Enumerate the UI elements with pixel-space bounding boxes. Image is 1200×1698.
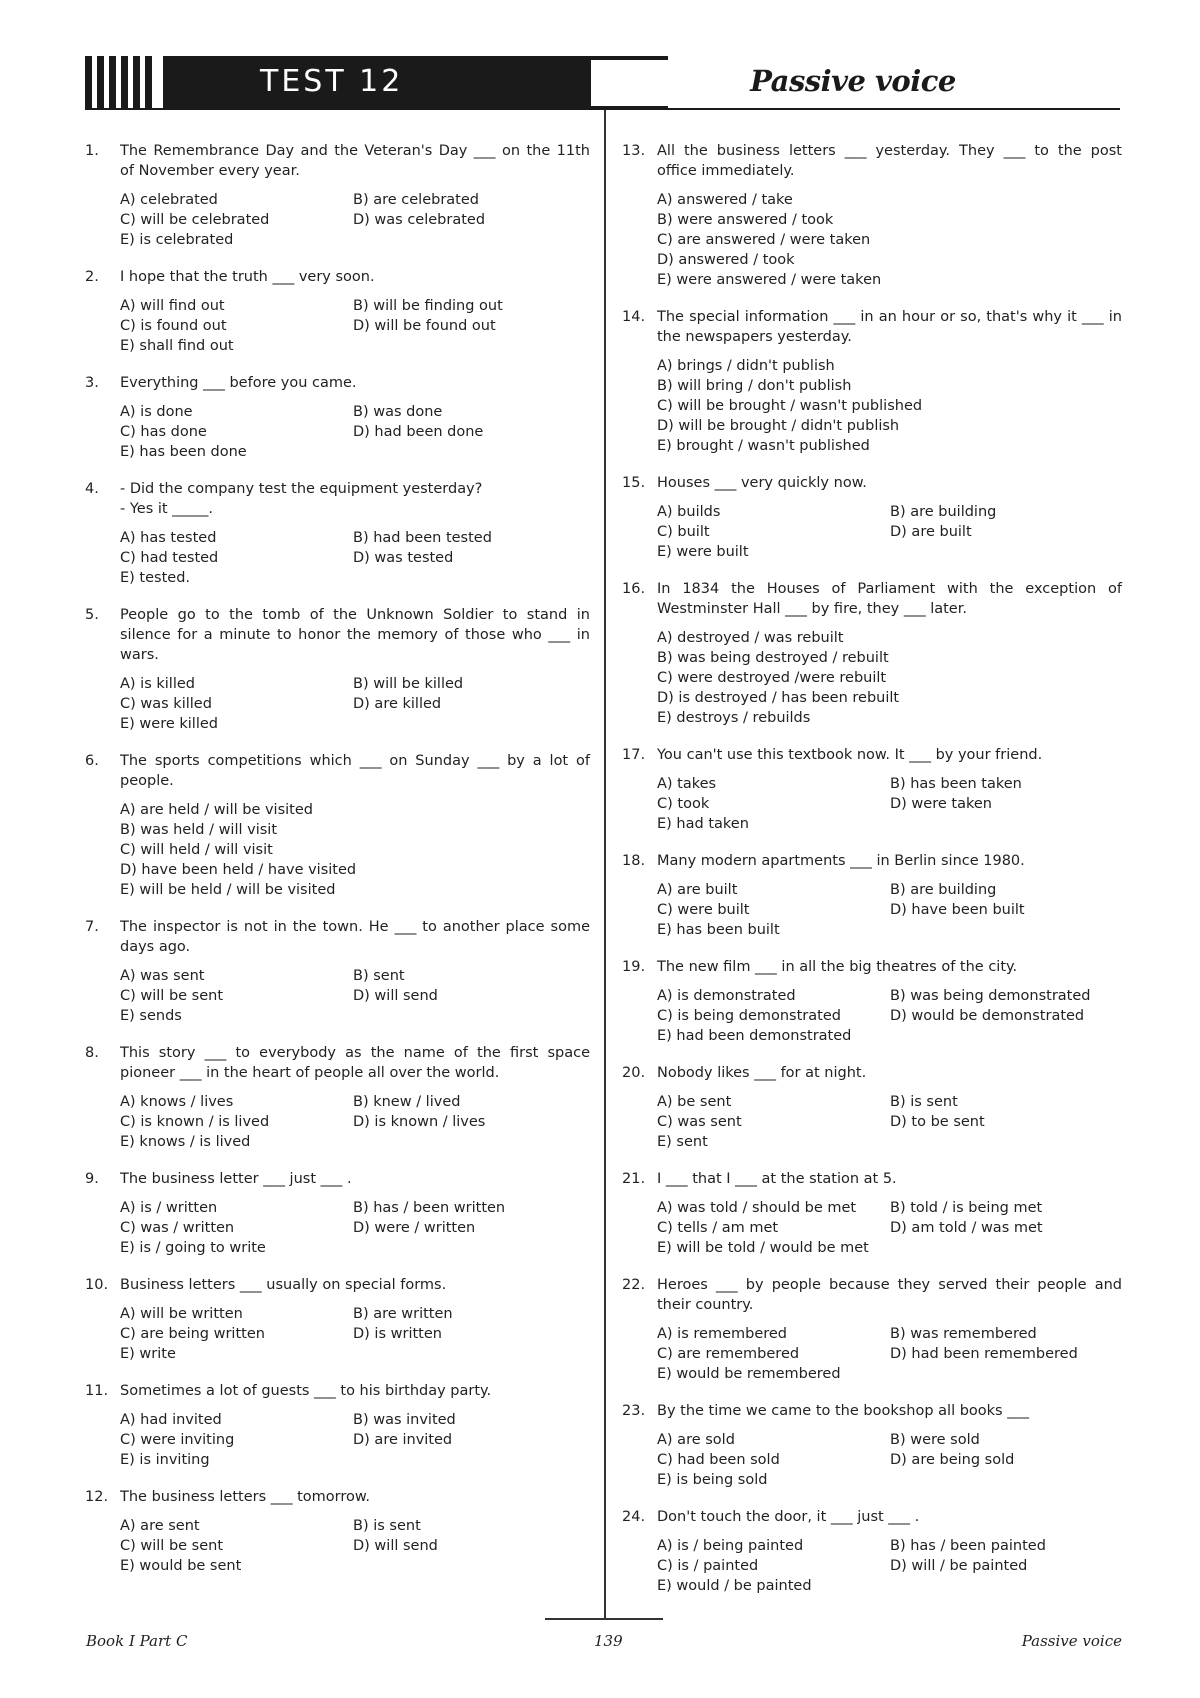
answer-option: C) will be celebrated bbox=[120, 212, 270, 228]
question bbox=[622, 1169, 1122, 1258]
question-text: I hope that the truth ___ very soon. bbox=[120, 269, 375, 285]
answer-option: E) is inviting bbox=[120, 1452, 210, 1468]
answer-options bbox=[120, 1410, 590, 1470]
answer-option: A) are built bbox=[657, 882, 738, 898]
answer-option: D) had been done bbox=[353, 424, 484, 440]
question bbox=[622, 473, 1122, 562]
answer-option: B) will bring / don't publish bbox=[657, 378, 852, 394]
answer-option: B) had been tested bbox=[353, 530, 492, 546]
question-text: People go to the tomb of the Unknown Soldier to stand in silence for a minute to honor the memory of those who ___ in wars. bbox=[120, 607, 590, 663]
answer-option: E) destroys / rebuilds bbox=[657, 710, 811, 726]
question-text: Sometimes a lot of guests ___ to his birthday party. bbox=[120, 1383, 492, 1399]
answer-option: A) celebrated bbox=[120, 192, 218, 208]
answer-options bbox=[120, 190, 590, 250]
answer-option: C) was killed bbox=[120, 696, 212, 712]
answer-option: D) answered / took bbox=[657, 252, 795, 268]
answer-option: B) was done bbox=[353, 404, 443, 420]
footer-page-number: 139 bbox=[594, 1632, 623, 1650]
answer-option: A) brings / didn't publish bbox=[657, 358, 835, 374]
topic-title: Passive voice bbox=[750, 64, 956, 98]
answer-options bbox=[120, 402, 590, 462]
answer-options bbox=[657, 1198, 1122, 1258]
answer-options bbox=[120, 1198, 590, 1258]
answer-option: D) will send bbox=[353, 1538, 438, 1554]
answer-option: E) would be remembered bbox=[657, 1366, 841, 1382]
question bbox=[85, 479, 590, 588]
answer-option: D) are killed bbox=[353, 696, 442, 712]
answer-option: E) tested. bbox=[120, 570, 191, 586]
answer-option: B) are building bbox=[890, 882, 997, 898]
answer-option: A) builds bbox=[657, 504, 721, 520]
question-number: 23. bbox=[622, 1403, 646, 1419]
answer-options bbox=[120, 1304, 590, 1364]
answer-option: C) were destroyed /were rebuilt bbox=[657, 670, 887, 686]
topic-box bbox=[588, 60, 1115, 106]
answer-option: E) had taken bbox=[657, 816, 749, 832]
answer-option: C) are being written bbox=[120, 1326, 265, 1342]
question bbox=[622, 745, 1122, 834]
answer-option: A) knows / lives bbox=[120, 1094, 234, 1110]
answer-option: E) brought / wasn't published bbox=[657, 438, 870, 454]
answer-options bbox=[657, 190, 1122, 290]
answer-option: C) will be sent bbox=[120, 1538, 224, 1554]
answer-option: D) is known / lives bbox=[353, 1114, 486, 1130]
question bbox=[85, 1043, 590, 1152]
question-text: The inspector is not in the town. He ___ to another place some days ago. bbox=[120, 919, 590, 955]
answer-option: B) knew / lived bbox=[353, 1094, 461, 1110]
answer-option: E) is / going to write bbox=[120, 1240, 266, 1256]
answer-options bbox=[657, 1092, 1122, 1152]
answer-option: C) has done bbox=[120, 424, 207, 440]
question bbox=[622, 1507, 1122, 1596]
question-number: 24. bbox=[622, 1509, 646, 1525]
column-divider bbox=[604, 110, 606, 1620]
answer-option: C) is known / is lived bbox=[120, 1114, 270, 1130]
question-text: Nobody likes ___ for at night. bbox=[657, 1065, 867, 1081]
answer-option: D) will send bbox=[353, 988, 438, 1004]
answer-option: C) are remembered bbox=[657, 1346, 800, 1362]
question-number: 21. bbox=[622, 1171, 646, 1187]
question-number: 16. bbox=[622, 581, 646, 597]
question-text: In 1834 the Houses of Parliament with the exception of Westminster Hall ___ by fire, they ___ later. bbox=[657, 581, 1122, 617]
question-text: The Remembrance Day and the Veteran's Day ___ on the 11th of November every year. bbox=[120, 143, 590, 179]
question-number: 12. bbox=[85, 1489, 109, 1505]
answer-options bbox=[657, 880, 1122, 940]
question-text: The sports competitions which ___ on Sunday ___ by a lot of people. bbox=[120, 753, 590, 789]
answer-option: C) built bbox=[657, 524, 710, 540]
left-column bbox=[85, 141, 590, 1576]
answer-option: E) shall find out bbox=[120, 338, 234, 354]
question-text: You can't use this textbook now. It ___ by your friend. bbox=[657, 747, 1043, 763]
answer-option: A) had invited bbox=[120, 1412, 222, 1428]
question-number: 9. bbox=[85, 1171, 99, 1187]
answer-option: B) was being destroyed / rebuilt bbox=[657, 650, 889, 666]
answer-options bbox=[657, 356, 1122, 456]
answer-option: C) had been sold bbox=[657, 1452, 780, 1468]
answer-option: E) would be sent bbox=[120, 1558, 242, 1574]
question-text: The new film ___ in all the big theatres of the city. bbox=[657, 959, 1018, 975]
answer-option: D) will be found out bbox=[353, 318, 496, 334]
answer-option: B) are celebrated bbox=[353, 192, 479, 208]
answer-option: A) are sold bbox=[657, 1432, 735, 1448]
question-number: 3. bbox=[85, 375, 99, 391]
answer-option: D) had been remembered bbox=[890, 1346, 1078, 1362]
answer-option: A) are sent bbox=[120, 1518, 200, 1534]
question-number: 15. bbox=[622, 475, 646, 491]
question bbox=[622, 957, 1122, 1046]
answer-option: B) was remembered bbox=[890, 1326, 1037, 1342]
answer-options bbox=[657, 1324, 1122, 1384]
question bbox=[85, 751, 590, 900]
footer-topic: Passive voice bbox=[1021, 1632, 1122, 1650]
answer-option: A) has tested bbox=[120, 530, 217, 546]
question-number: 2. bbox=[85, 269, 99, 285]
question-number: 17. bbox=[622, 747, 646, 763]
answer-option: D) will be brought / didn't publish bbox=[657, 418, 900, 434]
answer-option: C) took bbox=[657, 796, 710, 812]
question-text: Many modern apartments ___ in Berlin since 1980. bbox=[657, 853, 1025, 869]
answer-options bbox=[657, 502, 1122, 562]
answer-option: A) be sent bbox=[657, 1094, 732, 1110]
answer-option: A) will find out bbox=[120, 298, 225, 314]
question-text: Houses ___ very quickly now. bbox=[657, 475, 867, 491]
question bbox=[85, 1487, 590, 1576]
question bbox=[622, 1063, 1122, 1152]
question bbox=[622, 1275, 1122, 1384]
question-text: I ___ that I ___ at the station at 5. bbox=[657, 1171, 897, 1187]
question-number: 22. bbox=[622, 1277, 646, 1293]
answer-option: B) was held / will visit bbox=[120, 822, 278, 838]
answer-option: C) will held / will visit bbox=[120, 842, 273, 858]
answer-option: A) takes bbox=[657, 776, 717, 792]
answer-option: C) will be sent bbox=[120, 988, 224, 1004]
answer-options bbox=[120, 1516, 590, 1576]
answer-options bbox=[657, 1430, 1122, 1490]
question-text: The special information ___ in an hour or so, that's why it ___ in the newspapers yesterday. bbox=[657, 309, 1122, 345]
answer-option: A) will be written bbox=[120, 1306, 243, 1322]
answer-option: E) were built bbox=[657, 544, 749, 560]
answer-options bbox=[657, 774, 1122, 834]
question-number: 20. bbox=[622, 1065, 646, 1081]
question-text: All the business letters ___ yesterday. They ___ to the post office immediately. bbox=[657, 143, 1122, 179]
answer-option: B) was invited bbox=[353, 1412, 456, 1428]
answer-option: D) are invited bbox=[353, 1432, 453, 1448]
footer-book-part: Book I Part C bbox=[86, 1632, 188, 1650]
question bbox=[85, 1381, 590, 1470]
answer-option: E) is being sold bbox=[657, 1472, 768, 1488]
answer-options bbox=[120, 296, 590, 356]
answer-option: E) were answered / were taken bbox=[657, 272, 882, 288]
answer-option: D) are being sold bbox=[890, 1452, 1015, 1468]
footer-rule bbox=[545, 1618, 663, 1620]
answer-options bbox=[120, 800, 590, 900]
header-stripes bbox=[85, 56, 160, 110]
question-number: 6. bbox=[85, 753, 99, 769]
question-text: By the time we came to the bookshop all books ___ bbox=[657, 1403, 1029, 1419]
test-title: TEST 12 bbox=[260, 64, 404, 99]
answer-option: A) is demonstrated bbox=[657, 988, 796, 1004]
answer-option: B) sent bbox=[353, 968, 405, 984]
question-number: 8. bbox=[85, 1045, 99, 1061]
question-text: Everything ___ before you came. bbox=[120, 375, 357, 391]
right-column bbox=[622, 141, 1122, 1596]
question-text: Heroes ___ by people because they served their people and their country. bbox=[657, 1277, 1122, 1313]
answer-option: B) will be killed bbox=[353, 676, 464, 692]
question bbox=[622, 141, 1122, 290]
answer-option: C) will be brought / wasn't published bbox=[657, 398, 923, 414]
question bbox=[622, 579, 1122, 728]
answer-option: B) has / been painted bbox=[890, 1538, 1046, 1554]
answer-options bbox=[657, 986, 1122, 1046]
answer-option: D) was tested bbox=[353, 550, 454, 566]
answer-option: C) had tested bbox=[120, 550, 219, 566]
answer-option: B) is sent bbox=[353, 1518, 421, 1534]
answer-option: A) is / written bbox=[120, 1200, 218, 1216]
answer-option: E) would / be painted bbox=[657, 1578, 812, 1594]
answer-option: D) have been held / have visited bbox=[120, 862, 357, 878]
answer-option: E) had been demonstrated bbox=[657, 1028, 852, 1044]
question-number: 7. bbox=[85, 919, 99, 935]
answer-option: A) answered / take bbox=[657, 192, 793, 208]
answer-option: D) will / be painted bbox=[890, 1558, 1028, 1574]
question-text: Business letters ___ usually on special forms. bbox=[120, 1277, 447, 1293]
answer-option: B) has been taken bbox=[890, 776, 1022, 792]
answer-option: D) was celebrated bbox=[353, 212, 486, 228]
question bbox=[85, 605, 590, 734]
answer-option: D) would be demonstrated bbox=[890, 1008, 1085, 1024]
header-underline bbox=[85, 108, 1120, 110]
answer-option: E) sends bbox=[120, 1008, 182, 1024]
answer-option: D) to be sent bbox=[890, 1114, 985, 1130]
answer-option: D) are built bbox=[890, 524, 972, 540]
question-number: 11. bbox=[85, 1383, 109, 1399]
question bbox=[622, 307, 1122, 456]
answer-option: D) is destroyed / has been rebuilt bbox=[657, 690, 900, 706]
answer-option: C) was / written bbox=[120, 1220, 235, 1236]
question bbox=[85, 267, 590, 356]
question-number: 1. bbox=[85, 143, 99, 159]
answer-option: B) has / been written bbox=[353, 1200, 506, 1216]
question-text: The business letter ___ just ___ . bbox=[120, 1171, 352, 1187]
answer-option: E) knows / is lived bbox=[120, 1134, 251, 1150]
answer-option: E) has been done bbox=[120, 444, 247, 460]
question-text: The business letters ___ tomorrow. bbox=[120, 1489, 371, 1505]
answer-option: D) were / written bbox=[353, 1220, 476, 1236]
answer-option: C) was sent bbox=[657, 1114, 742, 1130]
question-number: 19. bbox=[622, 959, 646, 975]
question bbox=[85, 917, 590, 1026]
answer-option: D) is written bbox=[353, 1326, 442, 1342]
answer-option: A) are held / will be visited bbox=[120, 802, 313, 818]
answer-options bbox=[657, 628, 1122, 728]
answer-option: E) write bbox=[120, 1346, 176, 1362]
answer-option: C) is found out bbox=[120, 318, 227, 334]
answer-option: C) were built bbox=[657, 902, 750, 918]
question-number: 4. bbox=[85, 481, 99, 497]
answer-option: E) will be held / will be visited bbox=[120, 882, 336, 898]
answer-option: A) is killed bbox=[120, 676, 195, 692]
answer-option: C) are answered / were taken bbox=[657, 232, 871, 248]
question-number: 14. bbox=[622, 309, 646, 325]
answer-option: C) is being demonstrated bbox=[657, 1008, 841, 1024]
question bbox=[85, 1169, 590, 1258]
answer-option: A) was told / should be met bbox=[657, 1200, 857, 1216]
question-number: 18. bbox=[622, 853, 646, 869]
question bbox=[85, 141, 590, 250]
answer-option: B) told / is being met bbox=[890, 1200, 1043, 1216]
answer-option: D) have been built bbox=[890, 902, 1025, 918]
answer-option: C) is / painted bbox=[657, 1558, 759, 1574]
question bbox=[622, 1401, 1122, 1490]
question-text: - Did the company test the equipment yesterday? - Yes it _____. bbox=[120, 481, 483, 517]
answer-option: C) were inviting bbox=[120, 1432, 235, 1448]
answer-option: C) tells / am met bbox=[657, 1220, 779, 1236]
answer-option: B) will be finding out bbox=[353, 298, 503, 314]
answer-option: E) were killed bbox=[120, 716, 218, 732]
question-number: 5. bbox=[85, 607, 99, 623]
answer-options bbox=[120, 966, 590, 1026]
question bbox=[85, 1275, 590, 1364]
answer-option: B) were answered / took bbox=[657, 212, 834, 228]
answer-option: A) is done bbox=[120, 404, 193, 420]
question-text: This story ___ to everybody as the name of the first space pioneer ___ in the heart of people all over the world. bbox=[120, 1045, 590, 1081]
answer-option: B) are written bbox=[353, 1306, 453, 1322]
answer-option: A) is remembered bbox=[657, 1326, 788, 1342]
answer-option: B) are building bbox=[890, 504, 997, 520]
question bbox=[622, 851, 1122, 940]
page-header bbox=[85, 56, 1120, 110]
answer-option: D) am told / was met bbox=[890, 1220, 1043, 1236]
answer-option: E) sent bbox=[657, 1134, 708, 1150]
answer-option: D) were taken bbox=[890, 796, 992, 812]
answer-option: A) destroyed / was rebuilt bbox=[657, 630, 844, 646]
answer-option: B) was being demonstrated bbox=[890, 988, 1091, 1004]
answer-options bbox=[120, 1092, 590, 1152]
answer-option: E) will be told / would be met bbox=[657, 1240, 869, 1256]
answer-option: B) is sent bbox=[890, 1094, 958, 1110]
answer-option: E) is celebrated bbox=[120, 232, 234, 248]
answer-option: A) is / being painted bbox=[657, 1538, 804, 1554]
answer-options bbox=[657, 1536, 1122, 1596]
answer-options bbox=[120, 528, 590, 588]
answer-options bbox=[120, 674, 590, 734]
question-text: Don't touch the door, it ___ just ___ . bbox=[657, 1509, 920, 1525]
question-number: 13. bbox=[622, 143, 646, 159]
answer-option: A) was sent bbox=[120, 968, 205, 984]
answer-option: E) has been built bbox=[657, 922, 780, 938]
question bbox=[85, 373, 590, 462]
answer-option: B) were sold bbox=[890, 1432, 980, 1448]
question-number: 10. bbox=[85, 1277, 109, 1293]
